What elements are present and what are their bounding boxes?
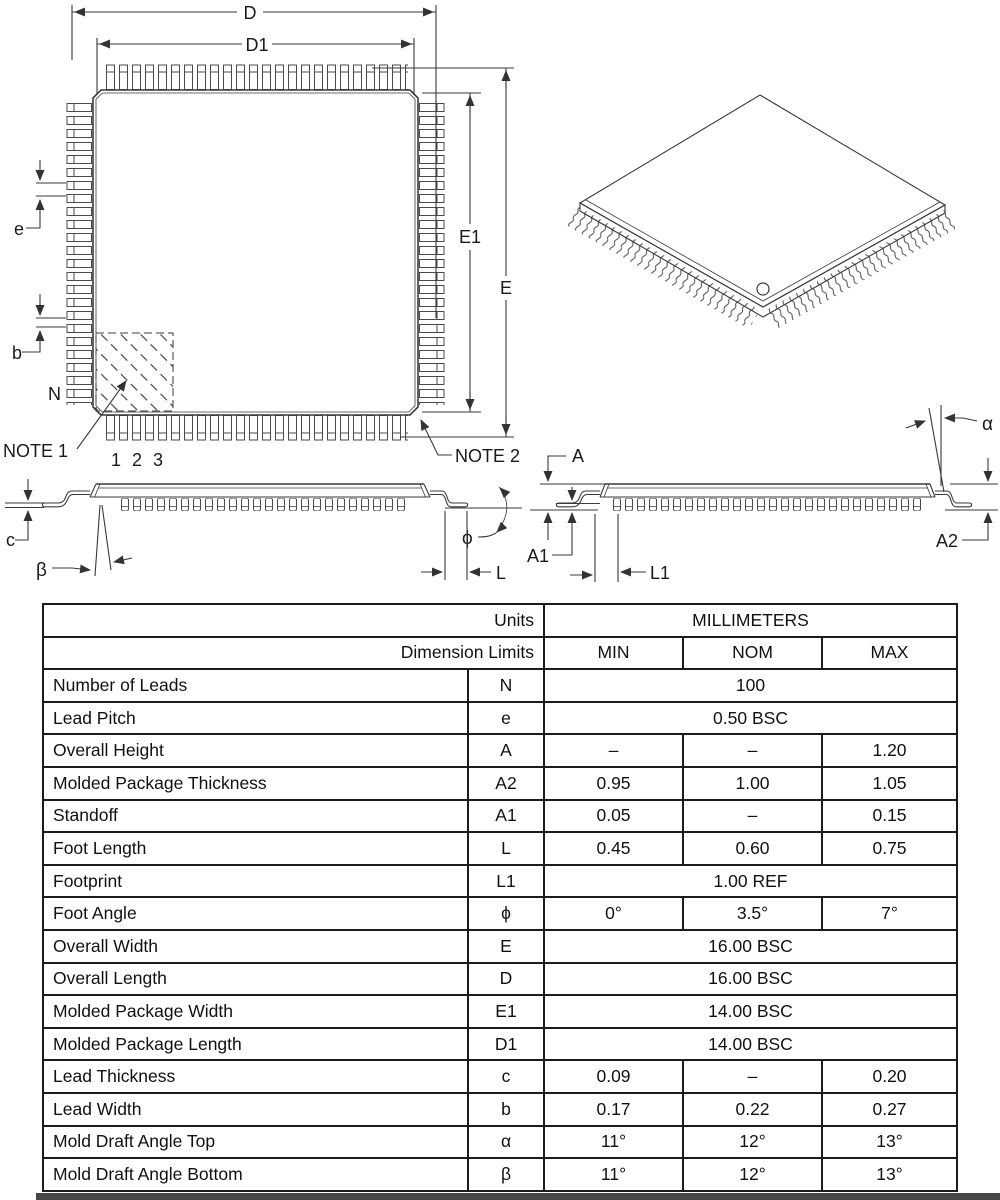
param-name-cell: Standoff [43,800,468,833]
param-name-cell: Mold Draft Angle Bottom [43,1158,468,1191]
symbol-cell: b [468,1093,544,1126]
label-A: A [572,446,585,466]
iso-top-face [580,95,945,307]
table-row [43,897,957,930]
label-L1: L1 [650,563,671,583]
min-cell: 0.05 [544,800,683,833]
param-name-cell: Overall Width [43,930,468,963]
nom-cell: 0.22 [683,1093,822,1126]
param-name-cell: Overall Length [43,963,468,996]
max-cell: 0.15 [822,800,957,833]
max-cell: 13° [822,1126,957,1159]
table-row [43,1060,957,1093]
value-span-cell: 16.00 BSC [544,963,957,996]
table-row [43,767,957,800]
pin-numbers: 1 2 3 [111,450,167,470]
max-cell: 0.20 [822,1060,957,1093]
max-cell: 0.75 [822,832,957,865]
param-name-cell: Molded Package Width [43,995,468,1028]
side-view-left [5,479,522,583]
label-A1: A1 [527,546,550,566]
nom-cell: 3.5° [683,897,822,930]
dim-A2 [936,458,998,551]
table-row [43,995,957,1028]
symbol-cell: E [468,930,544,963]
dim-b [12,294,66,363]
min-cell: 0.17 [544,1093,683,1126]
symbol-cell: c [468,1060,544,1093]
iso-lead-band-left [566,206,760,329]
max-cell: 1.20 [822,734,957,767]
min-cell: 0.95 [544,767,683,800]
iso-lead-band-right [766,208,959,329]
max-cell: 7° [822,897,957,930]
label-phi: ϕ [462,528,473,549]
units-value-cell: MILLIMETERS [544,604,957,637]
col-header-max: MAX [822,637,957,670]
label-e: e [14,219,25,239]
table-row [43,702,957,735]
sv2-lead-comb [612,498,924,511]
min-cell: 0.09 [544,1060,683,1093]
col-header-min: MIN [544,637,683,670]
value-span-cell: 14.00 BSC [544,995,957,1028]
nom-cell: – [683,1060,822,1093]
table-row [43,930,957,963]
value-span-cell: 16.00 BSC [544,930,957,963]
top-view [3,3,520,470]
table-row-units [43,604,957,637]
value-span-cell: 0.50 BSC [544,702,957,735]
param-name-cell: Molded Package Length [43,1028,468,1061]
param-name-cell: Foot Angle [43,897,468,930]
bottom-edge-bar [36,1193,1000,1200]
table-row [43,1028,957,1061]
dim-e [14,160,66,239]
value-span-cell: 14.00 BSC [544,1028,957,1061]
min-cell: 11° [544,1158,683,1191]
symbol-cell: ϕ [468,897,544,930]
symbol-cell: D [468,963,544,996]
max-cell: 1.05 [822,767,957,800]
dim-c [5,479,44,550]
symbol-cell: e [468,702,544,735]
label-beta: β [36,560,47,581]
isometric-view [566,95,959,329]
top-leads [104,64,408,90]
param-name-cell: Lead Thickness [43,1060,468,1093]
param-name-cell: Molded Package Thickness [43,767,468,800]
symbol-cell: α [468,1126,544,1159]
table-row-limits [43,637,957,670]
max-cell: 0.27 [822,1093,957,1126]
pin1-hatch-area [96,333,173,411]
table-row [43,734,957,767]
dim-beta [36,505,132,581]
symbol-cell: D1 [468,1028,544,1061]
dimension-limits-cell: Dimension Limits [43,637,544,670]
dimension-table [42,603,958,1192]
iso-pin1-dot [757,283,769,295]
symbol-cell: L1 [468,865,544,898]
table-row [43,1093,957,1126]
label-E: E [499,278,513,298]
value-span-cell: 1.00 REF [544,865,957,898]
label-note1: NOTE 1 [3,441,69,461]
label-E1: E1 [458,227,482,247]
sv1-lead-comb [120,498,408,511]
param-name-cell: Number of Leads [43,669,468,702]
label-D1: D1 [245,35,269,55]
nom-cell: 12° [683,1158,822,1191]
table-row [43,963,957,996]
symbol-cell: A [468,734,544,767]
label-L: L [496,563,507,583]
param-name-cell: Mold Draft Angle Top [43,1126,468,1159]
param-name-cell: Lead Pitch [43,702,468,735]
min-cell: – [544,734,683,767]
dim-phi [445,487,522,549]
table-row [43,669,957,702]
label-N: N [48,384,61,404]
label-b: b [12,343,23,363]
dim-L1 [570,514,670,583]
label-alpha: α [982,414,993,435]
dim-alpha [906,405,993,492]
table-row [43,800,957,833]
side-view-right [527,405,998,583]
left-leads [66,101,92,405]
symbol-cell: A1 [468,800,544,833]
max-cell: 13° [822,1158,957,1191]
min-cell: 0° [544,897,683,930]
param-name-cell: Lead Width [43,1093,468,1126]
col-header-nom: NOM [683,637,822,670]
symbol-cell: A2 [468,767,544,800]
min-cell: 11° [544,1126,683,1159]
nom-cell: – [683,800,822,833]
nom-cell: 1.00 [683,767,822,800]
symbol-cell: L [468,832,544,865]
value-span-cell: 100 [544,669,957,702]
label-note2: NOTE 2 [455,446,521,466]
bottom-leads [104,415,408,441]
symbol-cell: N [468,669,544,702]
param-name-cell: Overall Height [43,734,468,767]
symbol-cell: E1 [468,995,544,1028]
param-name-cell: Footprint [43,865,468,898]
right-leads [419,101,445,405]
symbol-cell: β [468,1158,544,1191]
label-D: D [243,3,257,23]
units-label-cell: Units [43,604,544,637]
table-row [43,1158,957,1191]
table-row [43,865,957,898]
nom-cell: 0.60 [683,832,822,865]
dim-A [548,446,584,540]
label-A2: A2 [936,531,959,551]
label-c: c [6,530,15,550]
dim-A1 [527,487,572,566]
table-row [43,832,957,865]
param-name-cell: Foot Length [43,832,468,865]
table-row [43,1126,957,1159]
nom-cell: – [683,734,822,767]
nom-cell: 12° [683,1126,822,1159]
min-cell: 0.45 [544,832,683,865]
note2-callout [421,420,520,466]
